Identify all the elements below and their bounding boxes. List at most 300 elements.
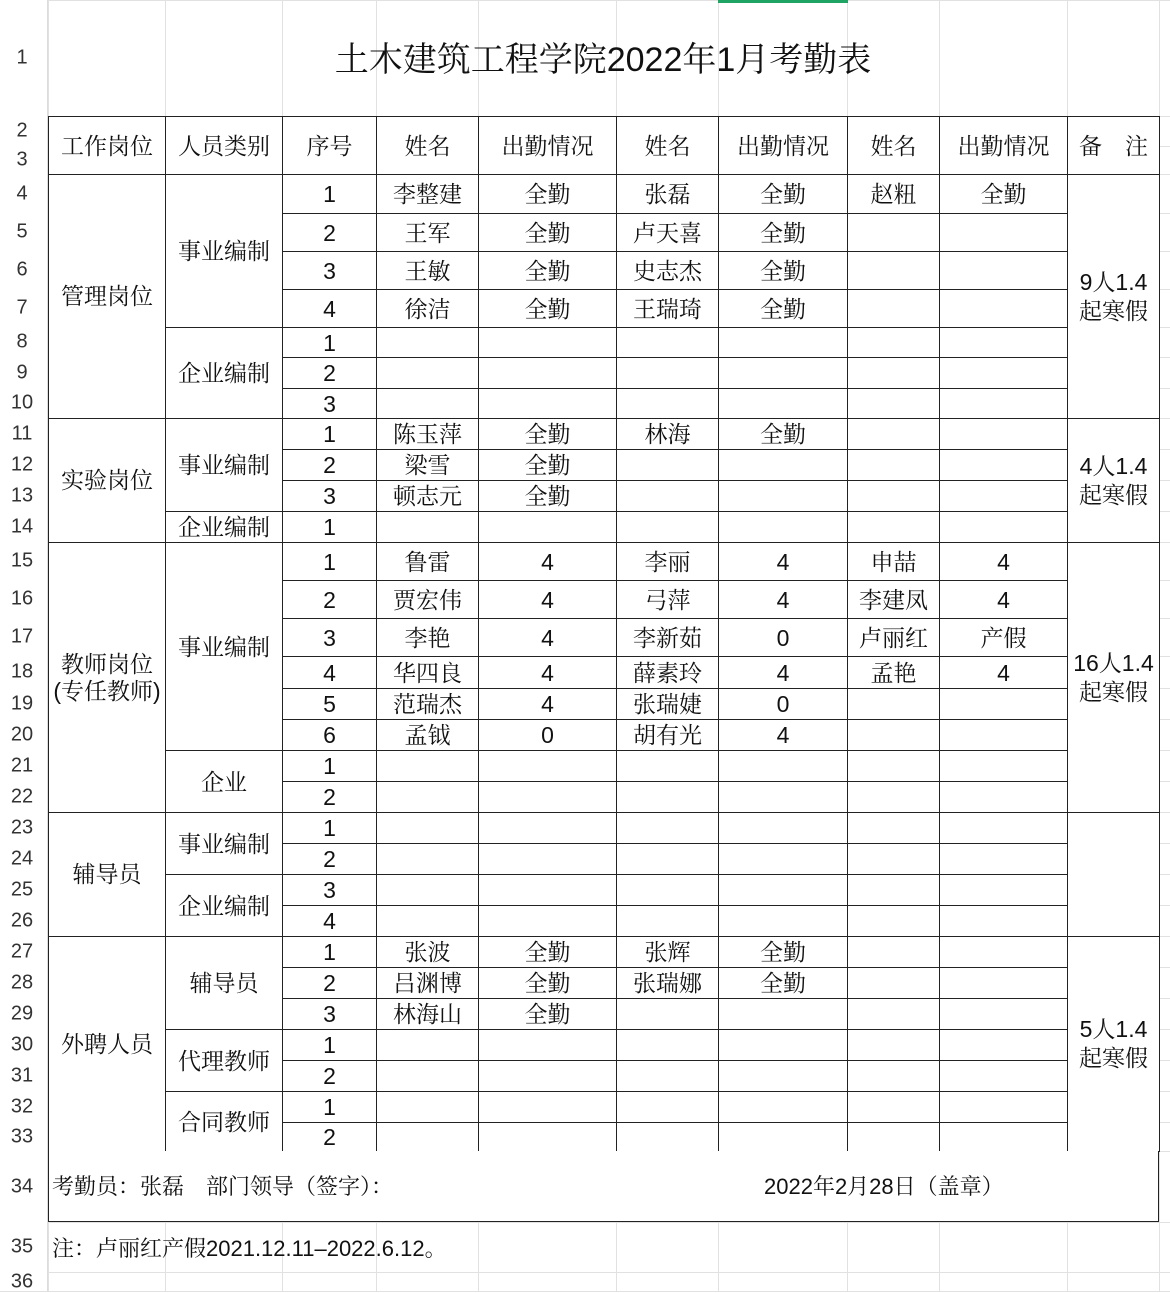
seq-cell[interactable]: 2 [283, 1123, 377, 1152]
name-cell[interactable]: 史志杰 [617, 252, 719, 290]
row-number[interactable]: 30 [10, 1033, 34, 1055]
attendance-cell[interactable]: 全勤 [719, 968, 848, 999]
name-cell[interactable] [848, 937, 940, 968]
table-row [49, 543, 1160, 581]
attendance-cell[interactable] [940, 1123, 1068, 1152]
remark-cell[interactable] [1068, 813, 1160, 937]
table-row [49, 1092, 1160, 1123]
name-cell[interactable]: 鲁雷 [377, 543, 479, 581]
table-row [49, 328, 1160, 358]
attendance-cell[interactable] [940, 720, 1068, 751]
name-cell[interactable] [617, 389, 719, 419]
seq-cell[interactable]: 1 [283, 1092, 377, 1123]
name-cell[interactable]: 孟钺 [377, 720, 479, 751]
name-cell[interactable] [377, 751, 479, 782]
attendance-cell[interactable] [940, 968, 1068, 999]
name-cell[interactable]: 李艳 [377, 619, 479, 657]
name-cell[interactable] [848, 751, 940, 782]
name-cell[interactable]: 顿志元 [377, 481, 479, 512]
attendance-cell[interactable] [719, 875, 848, 906]
row-number[interactable]: 17 [10, 625, 34, 648]
name-cell[interactable] [377, 1061, 479, 1092]
attendance-cell[interactable]: 全勤 [479, 937, 617, 968]
header-seq[interactable]: 序号 [283, 117, 377, 175]
attendance-cell[interactable] [940, 844, 1068, 875]
attendance-cell[interactable] [479, 358, 617, 389]
row-number[interactable]: 13 [10, 484, 34, 506]
name-cell[interactable] [848, 1092, 940, 1123]
attendance-cell[interactable] [940, 358, 1068, 389]
work-post-cell[interactable]: 外聘人员 [49, 937, 166, 1152]
seq-cell[interactable]: 1 [283, 419, 377, 450]
name-cell[interactable] [617, 782, 719, 813]
attendance-cell[interactable] [719, 813, 848, 844]
seq-cell[interactable]: 1 [283, 751, 377, 782]
name-cell[interactable] [617, 450, 719, 481]
seq-cell[interactable]: 3 [283, 252, 377, 290]
name-cell[interactable]: 贾宏伟 [377, 581, 479, 619]
attendance-cell[interactable] [940, 419, 1068, 450]
row-number[interactable]: 5 [16, 220, 28, 243]
name-cell[interactable] [848, 782, 940, 813]
row-number[interactable]: 23 [10, 816, 34, 838]
name-cell[interactable] [848, 875, 940, 906]
name-cell[interactable] [848, 214, 940, 252]
attendance-cell[interactable] [479, 751, 617, 782]
attendance-cell[interactable]: 全勤 [479, 450, 617, 481]
name-cell[interactable] [377, 328, 479, 358]
attendance-cell[interactable]: 4 [940, 543, 1068, 581]
attendance-cell[interactable]: 全勤 [719, 937, 848, 968]
seq-cell[interactable]: 1 [283, 512, 377, 543]
row-number[interactable]: 3 [16, 148, 28, 171]
attendance-cell[interactable]: 全勤 [719, 175, 848, 214]
name-cell[interactable]: 徐洁 [377, 290, 479, 328]
name-cell[interactable]: 王军 [377, 214, 479, 252]
name-cell[interactable]: 李整建 [377, 175, 479, 214]
name-cell[interactable] [848, 689, 940, 720]
name-cell[interactable]: 吕渊博 [377, 968, 479, 999]
row-number[interactable]: 19 [10, 692, 34, 714]
attendance-cell[interactable]: 全勤 [479, 214, 617, 252]
attendance-cell[interactable] [479, 1061, 617, 1092]
name-cell[interactable]: 李新茹 [617, 619, 719, 657]
name-cell[interactable]: 范瑞杰 [377, 689, 479, 720]
name-cell[interactable]: 卢天喜 [617, 214, 719, 252]
name-cell[interactable] [617, 1061, 719, 1092]
staff-type-cell[interactable]: 企业 [166, 751, 283, 813]
name-cell[interactable] [848, 1061, 940, 1092]
staff-type-cell[interactable]: 企业编制 [166, 875, 283, 937]
attendance-cell[interactable] [719, 1061, 848, 1092]
name-cell[interactable] [377, 1030, 479, 1061]
header-attendance[interactable]: 出勤情况 [719, 117, 848, 175]
attendance-cell[interactable] [479, 1092, 617, 1123]
row-number[interactable]: 31 [10, 1064, 34, 1086]
gridline-horizontal [0, 1222, 1170, 1223]
name-cell[interactable] [848, 968, 940, 999]
row-number[interactable]: 16 [10, 587, 34, 610]
staff-type-cell[interactable]: 辅导员 [166, 937, 283, 1030]
attendance-cell[interactable] [940, 875, 1068, 906]
attendance-cell[interactable]: 0 [479, 720, 617, 751]
attendance-cell[interactable] [940, 450, 1068, 481]
name-cell[interactable]: 李丽 [617, 543, 719, 581]
row-header [0, 0, 48, 1291]
attendance-cell[interactable] [719, 358, 848, 389]
name-cell[interactable]: 赵粈 [848, 175, 940, 214]
gridline-horizontal [0, 1291, 1170, 1292]
attendance-cell[interactable]: 4 [940, 581, 1068, 619]
row-number[interactable]: 29 [10, 1002, 34, 1024]
row-number[interactable]: 15 [10, 549, 34, 572]
attendance-cell[interactable]: 4 [719, 720, 848, 751]
row-number[interactable]: 21 [10, 754, 34, 776]
attendance-cell[interactable] [940, 214, 1068, 252]
name-cell[interactable] [848, 720, 940, 751]
name-cell[interactable] [377, 512, 479, 543]
name-cell[interactable] [617, 999, 719, 1030]
seq-cell[interactable]: 5 [283, 689, 377, 720]
attendance-cell[interactable] [719, 328, 848, 358]
name-cell[interactable] [377, 906, 479, 937]
seq-cell[interactable]: 1 [283, 813, 377, 844]
footer-date[interactable]: 2022年2月28日（盖章） [764, 1174, 1004, 1199]
attendance-cell[interactable] [479, 906, 617, 937]
attendance-cell[interactable]: 4 [479, 581, 617, 619]
attendance-cell[interactable]: 全勤 [719, 419, 848, 450]
work-post-cell[interactable]: 实验岗位 [49, 419, 166, 543]
seq-cell[interactable]: 2 [283, 844, 377, 875]
table-row [49, 813, 1160, 844]
name-cell[interactable] [617, 328, 719, 358]
attendance-cell[interactable] [719, 389, 848, 419]
work-post-cell[interactable]: 管理岗位 [49, 175, 166, 419]
seq-cell[interactable]: 1 [283, 543, 377, 581]
row-number[interactable]: 8 [16, 330, 28, 353]
name-cell[interactable] [377, 782, 479, 813]
attendance-cell[interactable] [479, 813, 617, 844]
name-cell[interactable] [617, 481, 719, 512]
work-post-cell[interactable]: 教师岗位(专任教师) [49, 543, 166, 813]
name-cell[interactable] [848, 512, 940, 543]
remark-cell[interactable]: 5人1.4起寒假 [1068, 937, 1160, 1152]
attendance-cell[interactable]: 全勤 [479, 252, 617, 290]
row-number[interactable]: 18 [10, 660, 34, 683]
header-name[interactable]: 姓名 [848, 117, 940, 175]
row-number[interactable]: 20 [10, 723, 34, 745]
name-cell[interactable] [617, 751, 719, 782]
attendance-cell[interactable]: 全勤 [719, 214, 848, 252]
seq-cell[interactable]: 4 [283, 906, 377, 937]
remark-cell[interactable]: 9人1.4起寒假 [1068, 175, 1160, 419]
name-cell[interactable] [848, 358, 940, 389]
row-number[interactable]: 7 [16, 296, 28, 319]
name-cell[interactable] [848, 389, 940, 419]
name-cell[interactable]: 张瑞娜 [617, 968, 719, 999]
sheet-title[interactable]: 土木建筑工程学院2022年1月考勤表 [334, 41, 872, 79]
name-cell[interactable]: 胡有光 [617, 720, 719, 751]
name-cell[interactable] [848, 999, 940, 1030]
row-number[interactable]: 1 [16, 46, 28, 69]
attendance-cell[interactable]: 全勤 [479, 290, 617, 328]
row-number[interactable]: 27 [10, 940, 34, 962]
name-cell[interactable] [377, 1092, 479, 1123]
name-cell[interactable] [848, 844, 940, 875]
attendance-cell[interactable]: 4 [719, 581, 848, 619]
name-cell[interactable]: 王敏 [377, 252, 479, 290]
row-number[interactable]: 24 [10, 847, 34, 869]
attendance-cell[interactable] [719, 512, 848, 543]
seq-cell[interactable]: 1 [283, 937, 377, 968]
staff-type-cell[interactable]: 事业编制 [166, 543, 283, 751]
row-number[interactable]: 32 [10, 1095, 34, 1117]
header-name[interactable]: 姓名 [377, 117, 479, 175]
attendance-cell[interactable] [940, 999, 1068, 1030]
attendance-cell[interactable] [940, 290, 1068, 328]
name-cell[interactable] [848, 1030, 940, 1061]
name-cell[interactable]: 陈玉萍 [377, 419, 479, 450]
work-post-cell[interactable]: 辅导员 [49, 813, 166, 937]
attendance-cell[interactable] [719, 782, 848, 813]
attendance-cell[interactable] [940, 252, 1068, 290]
name-cell[interactable] [617, 358, 719, 389]
name-cell[interactable]: 薛素玲 [617, 657, 719, 689]
seq-cell[interactable]: 3 [283, 875, 377, 906]
table-row [49, 419, 1160, 450]
header-attendance[interactable]: 出勤情况 [940, 117, 1068, 175]
seq-cell[interactable]: 2 [283, 214, 377, 252]
attendance-cell[interactable]: 全勤 [719, 290, 848, 328]
attendance-cell[interactable] [940, 1061, 1068, 1092]
staff-type-cell[interactable]: 企业编制 [166, 328, 283, 419]
row-number[interactable]: 4 [16, 182, 28, 204]
attendance-cell[interactable] [940, 813, 1068, 844]
attendance-cell[interactable]: 4 [479, 689, 617, 720]
name-cell[interactable]: 张瑞婕 [617, 689, 719, 720]
name-cell[interactable]: 林海 [617, 419, 719, 450]
attendance-cell[interactable] [940, 689, 1068, 720]
name-cell[interactable]: 林海山 [377, 999, 479, 1030]
attendance-cell[interactable] [479, 389, 617, 419]
staff-type-cell[interactable]: 事业编制 [166, 419, 283, 512]
row-number[interactable]: 9 [16, 361, 28, 383]
row-number[interactable]: 36 [10, 1270, 34, 1292]
name-cell[interactable]: 张波 [377, 937, 479, 968]
attendance-cell[interactable] [479, 875, 617, 906]
attendance-cell[interactable] [719, 906, 848, 937]
name-cell[interactable] [617, 1123, 719, 1152]
name-cell[interactable]: 卢丽红 [848, 619, 940, 657]
seq-cell[interactable]: 4 [283, 657, 377, 689]
header-work-post[interactable]: 工作岗位 [49, 117, 166, 175]
attendance-cell[interactable]: 0 [719, 619, 848, 657]
name-cell[interactable] [617, 813, 719, 844]
name-cell[interactable] [848, 481, 940, 512]
attendance-cell[interactable]: 全勤 [940, 175, 1068, 214]
header-attendance[interactable]: 出勤情况 [479, 117, 617, 175]
attendance-cell[interactable]: 全勤 [479, 999, 617, 1030]
selected-column-indicator [718, 0, 848, 3]
row-number[interactable]: 33 [10, 1125, 34, 1147]
seq-cell[interactable]: 3 [283, 999, 377, 1030]
name-cell[interactable]: 张磊 [617, 175, 719, 214]
name-cell[interactable] [848, 450, 940, 481]
row-number[interactable]: 2 [16, 119, 28, 142]
attendance-cell[interactable] [719, 481, 848, 512]
attendance-cell[interactable] [940, 512, 1068, 543]
attendance-cell[interactable]: 全勤 [479, 175, 617, 214]
seq-cell[interactable]: 1 [283, 175, 377, 214]
seq-cell[interactable]: 3 [283, 389, 377, 419]
name-cell[interactable]: 张辉 [617, 937, 719, 968]
attendance-cell[interactable] [940, 782, 1068, 813]
table-row [49, 875, 1160, 906]
seq-cell[interactable]: 1 [283, 328, 377, 358]
table-header-row [49, 117, 1160, 175]
table-row [49, 937, 1160, 968]
header-remark[interactable]: 备 注 [1068, 117, 1160, 175]
staff-type-cell[interactable]: 企业编制 [166, 512, 283, 543]
name-cell[interactable]: 梁雪 [377, 450, 479, 481]
staff-type-cell[interactable]: 合同教师 [166, 1092, 283, 1152]
attendance-cell[interactable] [479, 782, 617, 813]
table-row [49, 1030, 1160, 1061]
name-cell[interactable] [377, 813, 479, 844]
seq-cell[interactable]: 2 [283, 581, 377, 619]
attendance-cell[interactable] [940, 937, 1068, 968]
name-cell[interactable] [377, 1123, 479, 1152]
attendance-cell[interactable]: 全勤 [479, 419, 617, 450]
attendance-cell[interactable] [719, 999, 848, 1030]
name-cell[interactable]: 李建凤 [848, 581, 940, 619]
row-number[interactable]: 26 [10, 909, 34, 931]
name-cell[interactable]: 弓萍 [617, 581, 719, 619]
attendance-cell[interactable] [719, 1030, 848, 1061]
attendance-cell[interactable] [719, 1123, 848, 1152]
row-number[interactable]: 11 [11, 422, 33, 444]
attendance-cell[interactable] [719, 751, 848, 782]
name-cell[interactable]: 华四良 [377, 657, 479, 689]
header-name[interactable]: 姓名 [617, 117, 719, 175]
name-cell[interactable]: 申喆 [848, 543, 940, 581]
seq-cell[interactable]: 4 [283, 290, 377, 328]
seq-cell[interactable]: 3 [283, 619, 377, 657]
name-cell[interactable] [848, 1123, 940, 1152]
name-cell[interactable] [848, 252, 940, 290]
attendance-cell[interactable]: 4 [479, 657, 617, 689]
name-cell[interactable] [617, 512, 719, 543]
table-row [49, 512, 1160, 543]
attendance-cell[interactable] [940, 751, 1068, 782]
attendance-cell[interactable] [940, 328, 1068, 358]
staff-type-cell[interactable]: 事业编制 [166, 813, 283, 875]
row-number[interactable]: 10 [10, 391, 34, 414]
row-number[interactable]: 25 [10, 878, 34, 900]
name-cell[interactable]: 王瑞琦 [617, 290, 719, 328]
name-cell[interactable] [377, 875, 479, 906]
seq-cell[interactable]: 1 [283, 1030, 377, 1061]
row-number[interactable]: 6 [16, 258, 28, 281]
gridline-horizontal [0, 0, 1170, 1]
attendance-cell[interactable] [719, 844, 848, 875]
row-number[interactable]: 14 [10, 515, 34, 537]
header-staff-type[interactable]: 人员类别 [166, 117, 283, 175]
attendance-cell[interactable]: 全勤 [479, 968, 617, 999]
attendance-cell[interactable]: 4 [479, 543, 617, 581]
seq-cell[interactable]: 3 [283, 481, 377, 512]
footnote[interactable]: 注：卢丽红产假2021.12.11–2022.6.12。 [52, 1236, 447, 1261]
row-number[interactable]: 22 [10, 785, 34, 807]
attendance-cell[interactable] [479, 328, 617, 358]
name-cell[interactable] [848, 419, 940, 450]
attendance-cell[interactable] [940, 1030, 1068, 1061]
attendance-cell[interactable] [719, 450, 848, 481]
attendance-cell[interactable]: 全勤 [479, 481, 617, 512]
attendance-cell[interactable]: 4 [479, 619, 617, 657]
name-cell[interactable] [617, 1092, 719, 1123]
seq-cell[interactable]: 2 [283, 358, 377, 389]
table-row [49, 751, 1160, 782]
row-number[interactable]: 28 [10, 971, 34, 993]
row-number[interactable]: 34 [10, 1175, 34, 1197]
name-cell[interactable] [377, 358, 479, 389]
attendance-cell[interactable] [479, 844, 617, 875]
name-cell[interactable]: 孟艳 [848, 657, 940, 689]
name-cell[interactable] [617, 906, 719, 937]
attendance-cell[interactable]: 4 [940, 657, 1068, 689]
attendance-cell[interactable]: 4 [719, 657, 848, 689]
attendance-cell[interactable]: 4 [719, 543, 848, 581]
remark-cell[interactable]: 16人1.4起寒假 [1068, 543, 1160, 813]
name-cell[interactable] [377, 389, 479, 419]
seq-cell[interactable]: 2 [283, 782, 377, 813]
name-cell[interactable] [848, 813, 940, 844]
name-cell[interactable] [617, 844, 719, 875]
seq-cell[interactable]: 2 [283, 968, 377, 999]
attendance-cell[interactable] [940, 389, 1068, 419]
row-number[interactable]: 12 [10, 453, 34, 475]
attendance-table [48, 116, 1160, 1152]
attendance-cell[interactable]: 产假 [940, 619, 1068, 657]
remark-cell[interactable]: 4人1.4起寒假 [1068, 419, 1160, 543]
staff-type-cell[interactable]: 事业编制 [166, 175, 283, 328]
name-cell[interactable] [848, 906, 940, 937]
name-cell[interactable] [617, 875, 719, 906]
gridline-horizontal [0, 1272, 1170, 1273]
table-row [49, 175, 1160, 214]
attendance-cell[interactable] [940, 906, 1068, 937]
attendance-cell[interactable] [479, 1123, 617, 1152]
name-cell[interactable] [617, 1030, 719, 1061]
attendance-cell[interactable] [940, 1092, 1068, 1123]
name-cell[interactable] [377, 844, 479, 875]
name-cell[interactable] [848, 328, 940, 358]
name-cell[interactable] [848, 290, 940, 328]
attendance-cell[interactable] [479, 512, 617, 543]
attendance-cell[interactable]: 0 [719, 689, 848, 720]
seq-cell[interactable]: 6 [283, 720, 377, 751]
attendance-cell[interactable] [719, 1092, 848, 1123]
staff-type-cell[interactable]: 代理教师 [166, 1030, 283, 1092]
attendance-cell[interactable] [479, 1030, 617, 1061]
attendance-cell[interactable]: 全勤 [719, 252, 848, 290]
row-number[interactable]: 35 [10, 1235, 34, 1258]
footer-signature[interactable]: 考勤员：张磊 部门领导（签字）： [52, 1174, 394, 1199]
attendance-cell[interactable] [940, 481, 1068, 512]
seq-cell[interactable]: 2 [283, 450, 377, 481]
seq-cell[interactable]: 2 [283, 1061, 377, 1092]
